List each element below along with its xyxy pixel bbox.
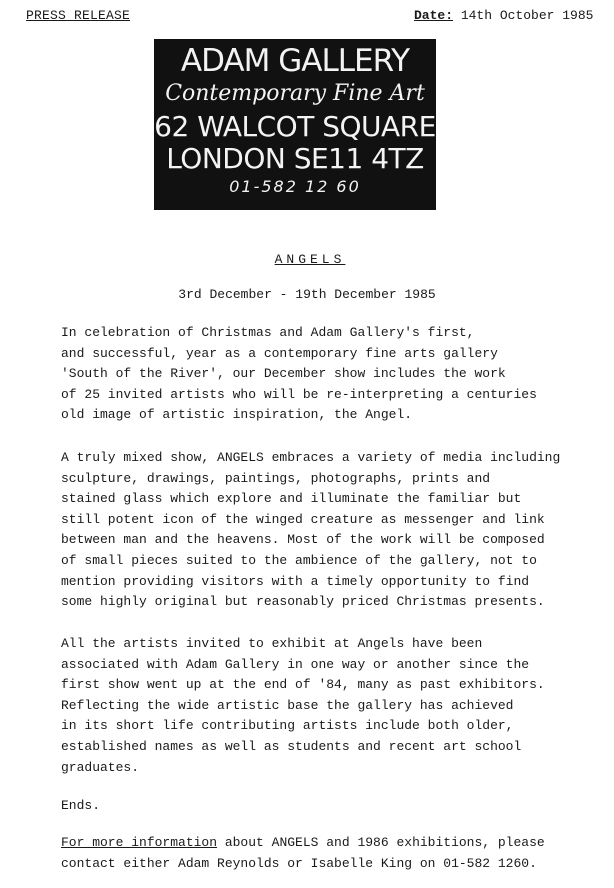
gallery-logo [154,39,436,210]
more-info-paragraph [61,833,601,874]
logo-gallery-name: ADAM GALLERY [180,43,410,79]
paragraph-intro: In celebration of Christmas and Adam Gallery's first, and successful, year as a contemporary fine arts gallery 'South of the River', our December show includes the work of 25 invited artists who will be re-interpreting a centuries old image of artistic inspiration, the Angel. [61,325,537,423]
exhibition-title: ANGELS [274,252,346,267]
date-label: Date: [414,8,454,23]
more-info-text: about ANGELS and 1986 exhibitions, please contact either Adam Reynolds or Isabelle King on 01-582 1260. [61,835,545,871]
press-release-label: PRESS RELEASE [26,8,131,23]
paragraph-artists: All the artists invited to exhibit at Angels have been associated with Adam Gallery in one way or another since the first show went up at the end of '84, many as past exhibitors. Reflecting the wide artistic base the gallery has achieved in its short life contributing artists include both older, established names as well as students and recent art school graduates. [61,636,545,775]
date-line [414,8,593,23]
logo-phone: 01-582 12 60 [229,177,361,196]
logo-street: 62 WALCOT SQUARE [154,110,436,143]
logo-city: LONDON SE11 4TZ [166,142,424,175]
ends-marker: Ends. [61,798,101,813]
more-info-label: For more information [61,835,218,850]
date-value: 14th October 1985 [460,8,594,23]
exhibition-dates: 3rd December - 19th December 1985 [178,287,436,302]
paragraph-media: A truly mixed show, ANGELS embraces a variety of media including sculpture, drawings, paintings, photographs, prints and stained glass which explore and illuminate the familiar but still potent icon of the winged creature as messenger and link between man and the heavens. Most of the work will be composed of small pieces suited to the ambience of the gallery, not to mention providing visitors with a timely opportunity to find some highly original but reasonably priced Christmas presents. [61,450,561,610]
logo-tagline: Contemporary Fine Art [165,81,425,106]
